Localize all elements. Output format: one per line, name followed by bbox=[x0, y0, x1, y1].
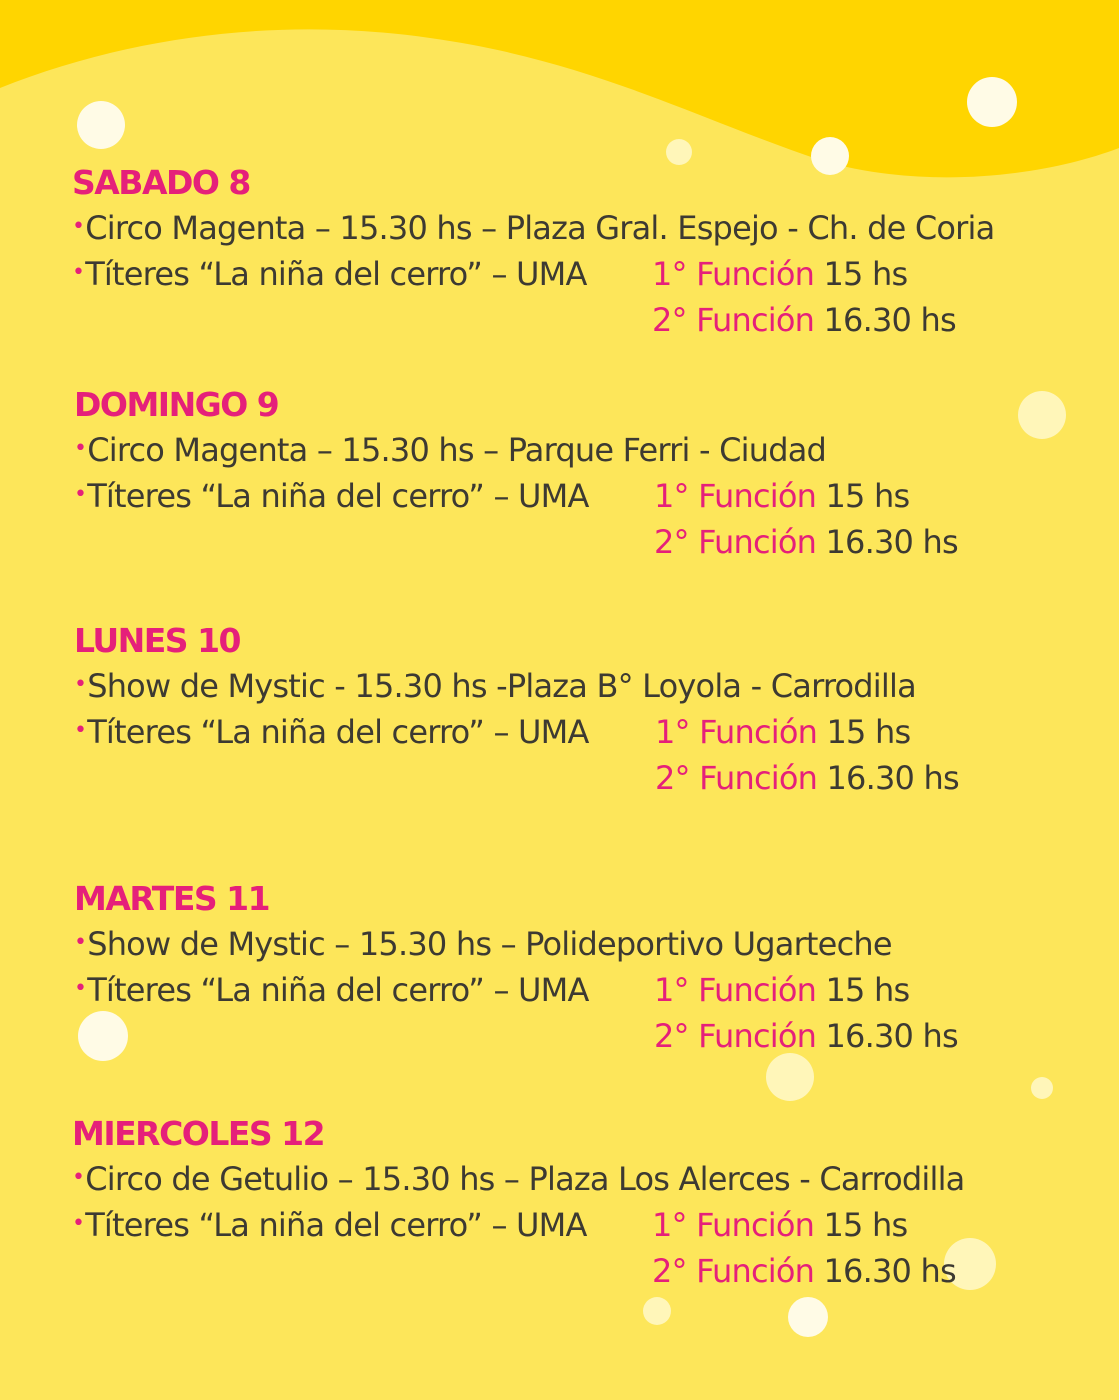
function-time: 16.30 hs bbox=[825, 1017, 958, 1055]
event-text: Show de Mystic – 15.30 hs – Polideportivo Ugarteche bbox=[87, 925, 892, 963]
bullet-icon: • bbox=[72, 214, 85, 239]
bubble-decoration bbox=[666, 139, 692, 165]
function-1 bbox=[652, 1206, 908, 1244]
bullet-icon: • bbox=[72, 1211, 85, 1236]
bullet-icon: • bbox=[74, 718, 87, 743]
function-time: 16.30 hs bbox=[825, 523, 958, 561]
function-2 bbox=[652, 1252, 956, 1290]
function-2 bbox=[654, 1017, 958, 1055]
event-text: Títeres “La niña del cerro” – UMA bbox=[87, 713, 589, 751]
function-1 bbox=[654, 971, 910, 1009]
function-2 bbox=[654, 523, 958, 561]
bullet-icon: • bbox=[74, 672, 87, 697]
function-label: 2° Función bbox=[654, 523, 817, 561]
bubble-decoration bbox=[766, 1053, 814, 1101]
bubble-decoration bbox=[788, 1297, 828, 1337]
bullet-icon: • bbox=[74, 482, 87, 507]
function-time: 15 hs bbox=[823, 1206, 908, 1244]
event-line bbox=[72, 209, 995, 247]
function-label: 2° Función bbox=[655, 759, 818, 797]
bubble-decoration bbox=[78, 1011, 128, 1061]
function-1 bbox=[654, 477, 910, 515]
function-label: 1° Función bbox=[654, 971, 817, 1009]
function-label: 2° Función bbox=[652, 1252, 815, 1290]
day-title: LUNES 10 bbox=[74, 621, 240, 660]
event-line bbox=[72, 1206, 587, 1244]
bullet-icon: • bbox=[74, 976, 87, 1001]
function-label: 2° Función bbox=[652, 301, 815, 339]
function-time: 15 hs bbox=[825, 477, 910, 515]
function-time: 16.30 hs bbox=[826, 759, 959, 797]
event-text: Títeres “La niña del cerro” – UMA bbox=[87, 477, 589, 515]
bubble-decoration bbox=[77, 101, 125, 149]
day-title: MARTES 11 bbox=[74, 879, 270, 918]
event-text: Títeres “La niña del cerro” – UMA bbox=[87, 971, 589, 1009]
function-label: 1° Función bbox=[654, 477, 817, 515]
event-line bbox=[72, 1160, 965, 1198]
bubble-decoration bbox=[967, 77, 1017, 127]
event-line bbox=[74, 713, 589, 751]
event-text: Circo Magenta – 15.30 hs – Parque Ferri - Ciudad bbox=[87, 431, 827, 469]
function-time: 16.30 hs bbox=[823, 1252, 956, 1290]
function-1 bbox=[652, 255, 908, 293]
top-wave-decoration bbox=[0, 0, 1119, 190]
event-line bbox=[72, 255, 587, 293]
bullet-icon: • bbox=[72, 260, 85, 285]
event-text: Circo de Getulio – 15.30 hs – Plaza Los Alerces - Carrodilla bbox=[85, 1160, 965, 1198]
event-line bbox=[74, 477, 589, 515]
event-line bbox=[74, 925, 892, 963]
bullet-icon: • bbox=[72, 1165, 85, 1190]
event-line bbox=[74, 431, 827, 469]
event-line bbox=[74, 971, 589, 1009]
function-label: 1° Función bbox=[655, 713, 818, 751]
day-title: MIERCOLES 12 bbox=[72, 1114, 325, 1153]
function-1 bbox=[655, 713, 911, 751]
function-2 bbox=[655, 759, 959, 797]
day-title: SABADO 8 bbox=[72, 163, 250, 202]
event-text: Títeres “La niña del cerro” – UMA bbox=[85, 1206, 587, 1244]
event-text: Circo Magenta – 15.30 hs – Plaza Gral. Espejo - Ch. de Coria bbox=[85, 209, 995, 247]
function-label: 2° Función bbox=[654, 1017, 817, 1055]
bubble-decoration bbox=[643, 1297, 671, 1325]
function-time: 15 hs bbox=[825, 971, 910, 1009]
bubble-decoration bbox=[1018, 391, 1066, 439]
bubble-decoration bbox=[1031, 1077, 1053, 1099]
bubble-decoration bbox=[811, 137, 849, 175]
event-text: Títeres “La niña del cerro” – UMA bbox=[85, 255, 587, 293]
event-line bbox=[74, 667, 916, 705]
event-text: Show de Mystic - 15.30 hs -Plaza B° Loyola - Carrodilla bbox=[87, 667, 916, 705]
function-label: 1° Función bbox=[652, 255, 815, 293]
bullet-icon: • bbox=[74, 930, 87, 955]
day-title: DOMINGO 9 bbox=[74, 385, 279, 424]
function-time: 16.30 hs bbox=[823, 301, 956, 339]
function-time: 15 hs bbox=[826, 713, 911, 751]
function-time: 15 hs bbox=[823, 255, 908, 293]
function-2 bbox=[652, 301, 956, 339]
function-label: 1° Función bbox=[652, 1206, 815, 1244]
bullet-icon: • bbox=[74, 436, 87, 461]
